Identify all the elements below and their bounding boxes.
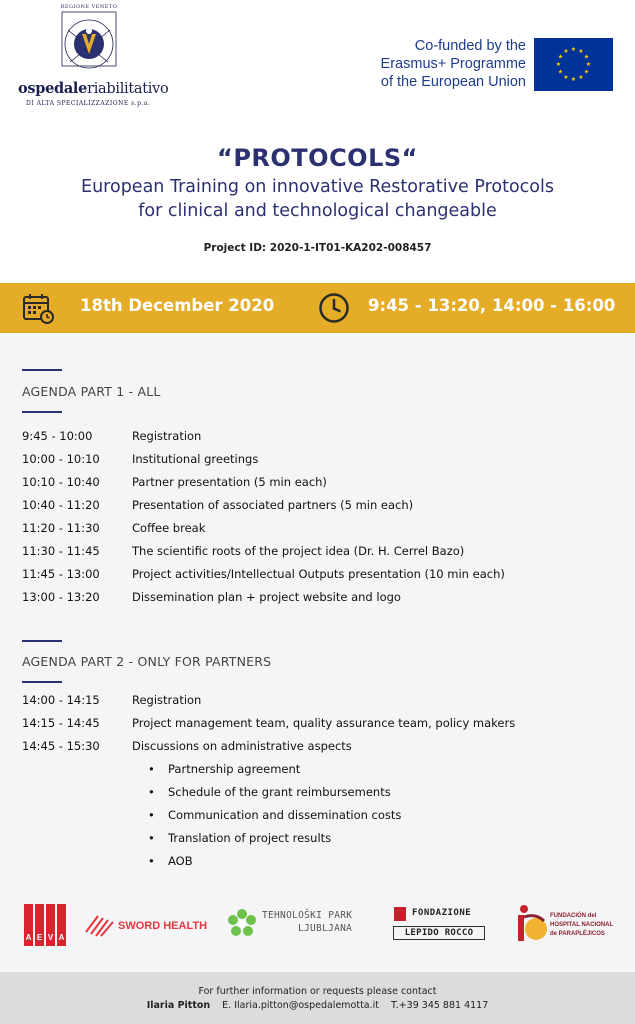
fondazione-lepido-rocco-logo: FONDAZIONE LEPIDO ROCCO: [391, 906, 487, 942]
svg-text:★: ★: [555, 61, 562, 68]
contact-details: [0, 1000, 635, 1011]
svg-text:★: ★: [570, 46, 577, 53]
contact-phone[interactable]: T.+39 345 881 4117: [391, 1000, 489, 1011]
aeva-logo: A E V A: [24, 904, 66, 946]
calendar-icon: [22, 292, 54, 324]
svg-text:★: ★: [570, 76, 577, 83]
page-title: “PROTOCOLS“: [217, 144, 418, 172]
svg-text:★: ★: [563, 74, 569, 81]
svg-text:★: ★: [578, 74, 584, 81]
svg-text:★: ★: [583, 53, 590, 61]
hospital-nacional-paraplejicos-logo: FUNDACIÓN del HOSPITAL NACIONAL de PARAPLÉJICOS: [514, 903, 624, 945]
hnp-mark-icon: [514, 903, 550, 945]
agenda-part2-title: AGENDA PART 2 - ONLY FOR PARTNERS: [22, 654, 272, 669]
svg-text:★: ★: [578, 48, 584, 55]
section-divider: [22, 369, 62, 371]
section-divider: [22, 640, 62, 642]
org-brand-name: ospedaleriabilitativo: [18, 80, 169, 97]
region-label: REGIONE VENETO: [60, 4, 118, 10]
crest-mark-icon: [394, 907, 406, 921]
flower-mark-icon: [226, 908, 258, 940]
contact-intro: For further information or requests please contact: [198, 986, 437, 997]
svg-text:★: ★: [563, 48, 569, 55]
svg-text:★: ★: [557, 53, 564, 61]
org-subline: DI ALTA SPECIALIZZAZIONE s.p.a.: [26, 100, 151, 107]
date-time-bar: [0, 283, 635, 333]
project-id: Project ID: 2020-1-IT01-KA202-008457: [203, 242, 432, 254]
svg-text:★: ★: [583, 68, 590, 76]
seal-emblem-icon: [60, 10, 118, 82]
contact-name: Ilaria Pitton: [146, 1000, 211, 1011]
event-time: 9:45 - 13:20, 14:00 - 16:00: [368, 296, 616, 315]
section-divider: [22, 411, 62, 413]
sword-health-logo: SWORD HEALTH: [84, 910, 209, 940]
page-subtitle: European Training on innovative Restorative Protocols for clinical and technological changeable: [81, 177, 554, 221]
agenda-section: AGENDA PART 1 - ALL 9:45 - 10:00 Registration 10:00 - 10:10 Institutional greetings 10:10 - 10:40 Partner presentation (5 min each) 10:40 - 11:20 Presentation of associated partners (5 min each) 11:20 - 11:30 Coffee break 11:30 - 11:45 The scientific roots of the project idea (Dr. H. Cerrel Bazo) 11:45 - 13:00 Project activities/Intellectual Outputs presentation (10 min each) 13:00 - 13:20 Dissemination plan + project website and logo AGENDA PART 2 - ONLY FOR PARTNERS 14:00 - 14:15 Registration 14:15 - 14:45 Project management team, quality assurance team, policy makers 14:45 - 15:30 Discussions on administrative aspects • Partnership agreement • Schedule of the grant reimbursements • Communication and dissemination costs • Translation of project results • AOB: [0, 335, 635, 972]
svg-text:★: ★: [585, 61, 592, 68]
svg-text:★: ★: [557, 68, 564, 76]
agenda-part1-title: AGENDA PART 1 - ALL: [22, 384, 161, 399]
clock-icon: [318, 292, 350, 324]
eu-flag-icon: [534, 38, 613, 91]
section-divider: [22, 681, 62, 683]
sword-mark-icon: [84, 912, 116, 938]
contact-footer: [0, 972, 635, 1024]
event-date: 18th December 2020: [80, 296, 275, 315]
tehnoloski-park-logo: TEHNOLOŠKI PARK LJUBLJANA: [226, 906, 366, 942]
ospedale-riabilitativo-logo: [18, 4, 169, 110]
eu-cofund-text: Co-funded by the Erasmus+ Programme of the European Union: [380, 38, 526, 90]
contact-email[interactable]: E. Ilaria.pitton@ospedalemotta.it: [222, 1000, 380, 1011]
